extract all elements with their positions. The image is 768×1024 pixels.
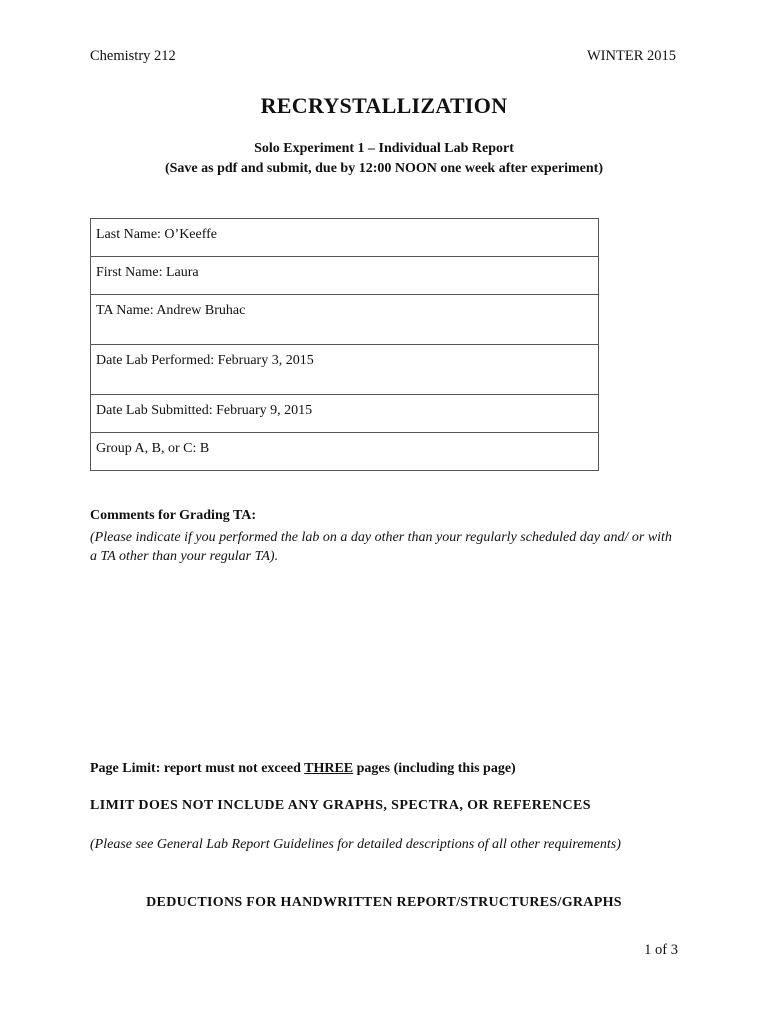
course-name: Chemistry 212 — [90, 48, 176, 64]
page-limit-suffix: pages (including this page) — [353, 761, 516, 776]
comments-instructions: (Please indicate if you performed the lab on a day other than your regularly scheduled day and/ or with a TA other than your regular TA). — [90, 530, 672, 564]
student-info-table — [90, 218, 599, 471]
limit-note: LIMIT DOES NOT INCLUDE ANY GRAPHS, SPECTRA, OR REFERENCES — [90, 798, 591, 813]
page-number: 1 of 3 — [644, 942, 678, 958]
table-row — [91, 219, 599, 257]
date-performed-cell: Date Lab Performed: February 3, 2015 — [91, 345, 599, 395]
page-limit-emphasis: THREE — [304, 761, 354, 776]
date-submitted-cell: Date Lab Submitted: February 9, 2015 — [91, 395, 599, 433]
table-row — [91, 345, 599, 395]
submission-instructions: (Save as pdf and submit, due by 12:00 NOON one week after experiment) — [164, 161, 603, 176]
table-row — [91, 295, 599, 345]
table-row — [91, 257, 599, 295]
term: WINTER 2015 — [587, 48, 676, 64]
ta-name-cell: TA Name: Andrew Bruhac — [91, 295, 599, 345]
deductions-warning: DEDUCTIONS FOR HANDWRITTEN REPORT/STRUCTURES/GRAPHS — [146, 895, 622, 910]
group-cell: Group A, B, or C: B — [91, 433, 599, 471]
guidelines-note: (Please see General Lab Report Guidelines for detailed descriptions of all other requirements) — [90, 837, 621, 852]
page-limit — [90, 761, 516, 777]
table-row — [91, 433, 599, 471]
first-name-cell: First Name: Laura — [91, 257, 599, 295]
page-limit-prefix: Page Limit: report must not exceed — [90, 761, 305, 776]
last-name-cell: Last Name: O’Keeffe — [91, 219, 599, 257]
comments-heading: Comments for Grading TA: — [90, 508, 257, 523]
document-title: RECRYSTALLIZATION — [260, 93, 508, 118]
subtitle: Solo Experiment 1 – Individual Lab Report — [254, 141, 514, 156]
table-row — [91, 395, 599, 433]
